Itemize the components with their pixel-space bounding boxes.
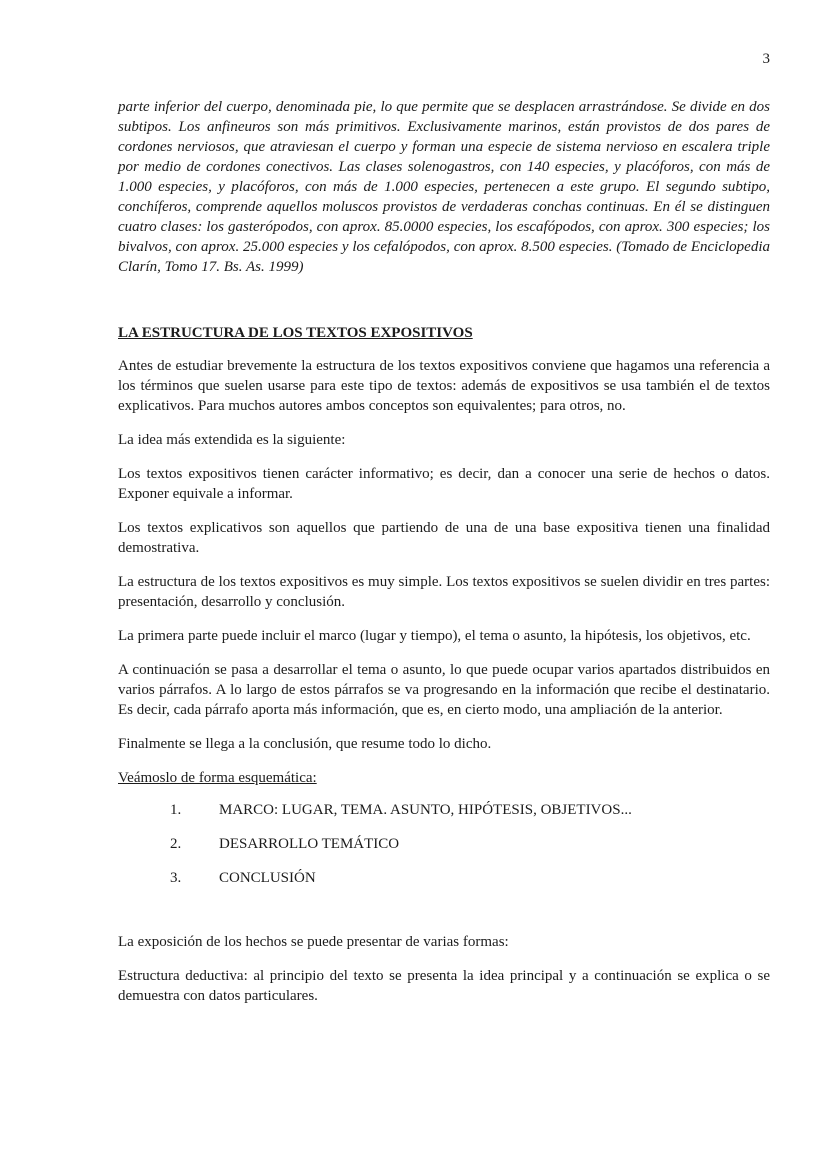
paragraph-conclusion: Finalmente se llega a la conclusión, que resume todo lo dicho. <box>118 736 492 752</box>
paragraph-deductiva: Estructura deductiva: al principio del texto se presenta la idea principal y a continuación se explica o se demuestra con datos particulares. <box>118 968 770 1004</box>
section-heading: LA ESTRUCTURA DE LOS TEXTOS EXPOSITIVOS <box>118 325 473 341</box>
paragraph-explicativos: Los textos explicativos son aquellos que partiendo de una de una base expositiva tienen una finalidad demostrativa. <box>118 520 770 556</box>
scheme-item-number: 2. <box>170 836 182 852</box>
paragraph-intro: Antes de estudiar brevemente la estructura de los textos expositivos conviene que hagamos una referencia a los términos que suelen usarse para este tipo de textos: además de expositivos se usa también el de textos explicativos. Para muchos autores ambos conceptos son equivalentes; para otros, no. <box>118 358 770 414</box>
scheme-intro: Veámoslo de forma esquemática: <box>118 770 317 786</box>
page-content <box>118 97 770 1020</box>
scheme-item <box>118 834 770 854</box>
scheme-item <box>118 868 770 888</box>
scheme-item-number: 3. <box>170 870 182 886</box>
paragraph-formas: La exposición de los hechos se puede presentar de varias formas: <box>118 934 509 950</box>
quoted-excerpt: parte inferior del cuerpo, denominada pie, lo que permite que se desplacen arrastrándose. Se divide en dos subtipos. Los anfineuros son más primitivos. Exclusivamente marinos, están provistos de dos pares de cordones nerviosos, que atraviesan el cuerpo y forman una especie de sistema nervioso en escalera triple por medio de cordones conectivos. Las clases solenogastros, con 140 especies, y placóforos, con más de 1.000 especies, y placóforos, con más de 1.000 especies, pertenecen a este grupo. El segundo subtipo, conchíferos, comprende aquellos moluscos provistos de verdaderas conchas continuas. En él se distinguen cuatro clases: los gasterópodos, con aprox. 85.0000 especies, los escafópodos, con aprox. 300 especies; los bivalvos, con aprox. 25.000 especies y los cefalópodos, con aprox. 8.500 especies. (Tomado de Enciclopedia Clarín, Tomo 17. Bs. As. 1999) <box>118 99 770 275</box>
paragraph-expositivos: Los textos expositivos tienen carácter informativo; es decir, dan a conocer una serie de hechos o datos. Exponer equivale a informar. <box>118 466 770 502</box>
scheme-item-number: 1. <box>170 802 182 818</box>
scheme-item-text: CONCLUSIÓN <box>219 870 316 886</box>
scheme-item-text: DESARROLLO TEMÁTICO <box>219 836 400 852</box>
paragraph-desarrollo: A continuación se pasa a desarrollar el tema o asunto, lo que puede ocupar varios apartados distribuidos en varios párrafos. A lo largo de estos párrafos se va progresando en la información que recibe el destinatario. Es decir, cada párrafo aporta más información, que es, en cierto modo, una ampliación de la anterior. <box>118 662 770 718</box>
scheme-item <box>118 800 770 820</box>
page-number: 3 <box>762 51 770 67</box>
scheme-item-text: MARCO: LUGAR, TEMA. ASUNTO, HIPÓTESIS, OBJETIVOS... <box>219 802 632 818</box>
paragraph-idea: La idea más extendida es la siguiente: <box>118 432 346 448</box>
paragraph-estructura: La estructura de los textos expositivos es muy simple. Los textos expositivos se suelen dividir en tres partes: presentación, desarrollo y conclusión. <box>118 574 770 610</box>
scheme-list <box>118 800 770 888</box>
paragraph-primera-parte: La primera parte puede incluir el marco (lugar y tiempo), el tema o asunto, la hipótesis, los objetivos, etc. <box>118 628 751 644</box>
